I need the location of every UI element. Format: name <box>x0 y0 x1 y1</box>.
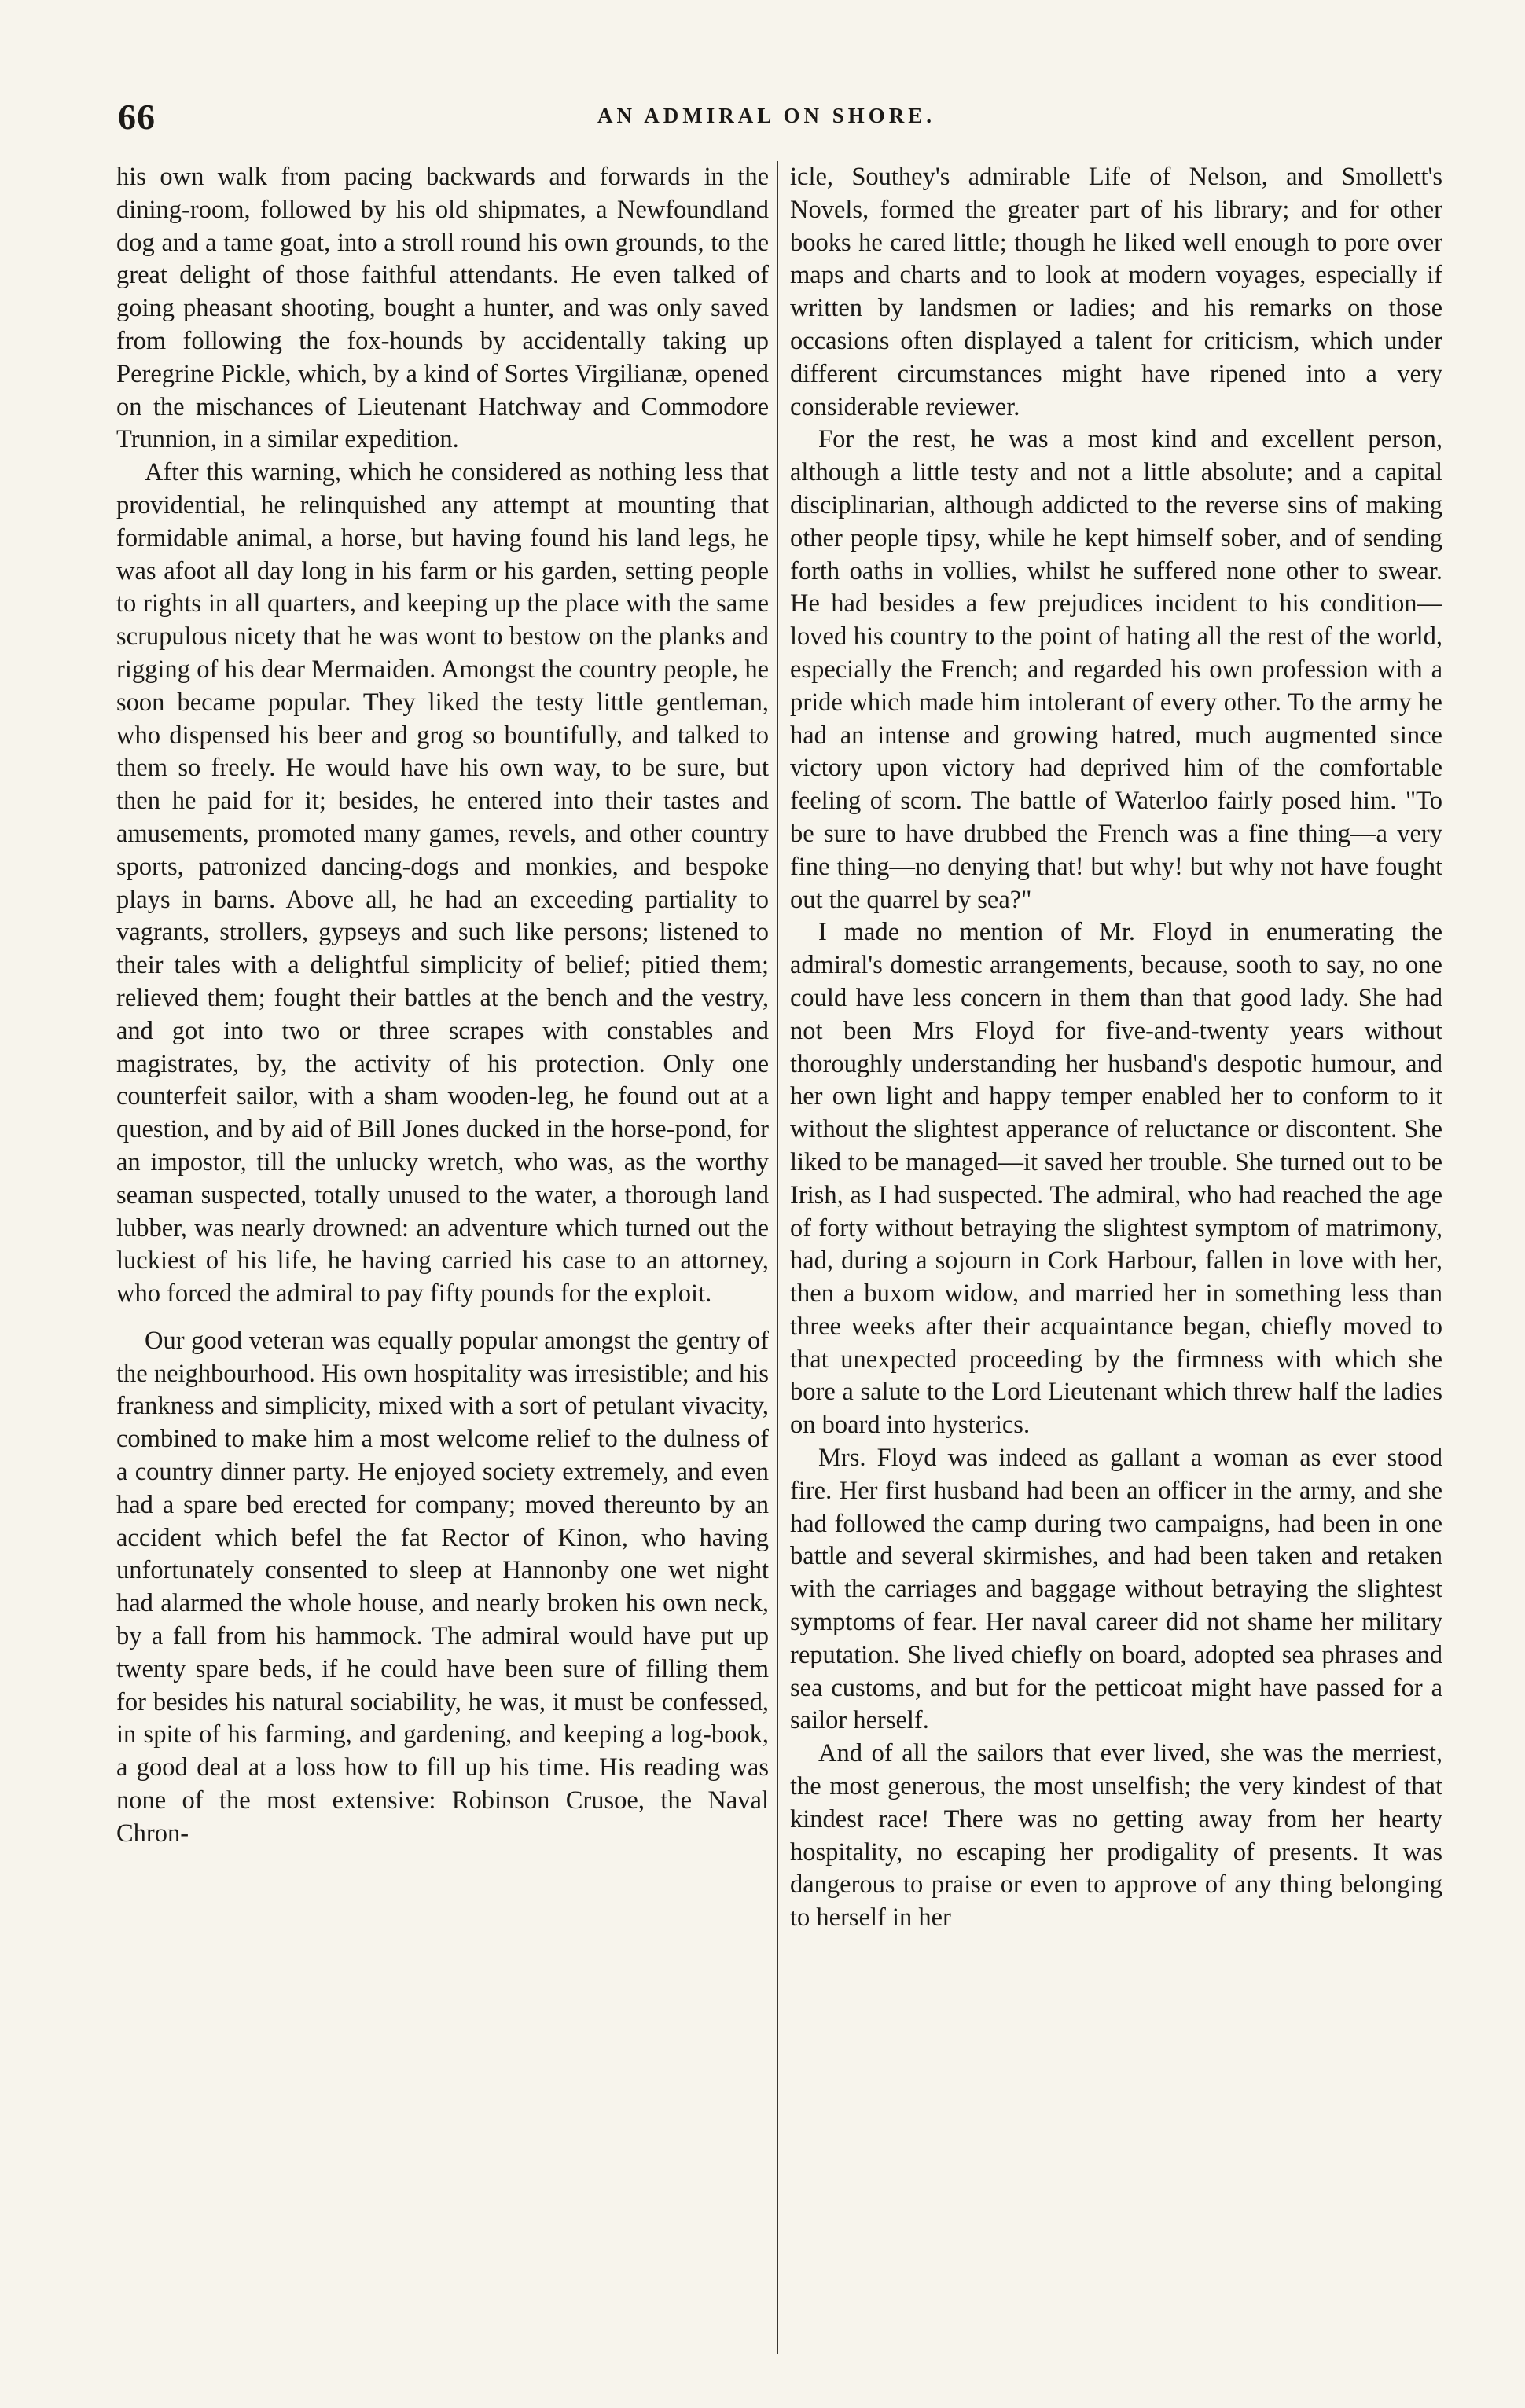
page-header <box>118 96 1415 143</box>
paragraph: his own walk from pacing backwards and forwards in the dining-room, followed by his old shipmates, a Newfoundland dog and a tame goat, into a stroll round his own grounds, to the great delight of those faithful attendants. He even talked of going pheasant shooting, bought a hunter, and was only saved from following the fox-hounds by accidentally taking up Peregrine Pickle, which, by a kind of Sortes Virgilianæ, opened on the mischances of Lieutenant Hatchway and Commodore Trunnion, in a similar expedition. <box>116 163 769 454</box>
paragraph: Mrs. Floyd was indeed as gallant a woman as ever stood fire. Her first husband had been an officer in the army, and she had followed the camp during two campaigns, had been in one battle and several skirmishes, and had been taken and retaken with the carriages and baggage without betraying the slightest symptoms of fear. Her naval career did not shame her military reputation. She lived chiefly on board, adopted sea phrases and sea customs, and but for the petticoat might have passed for a sailor herself. <box>790 1444 1442 1735</box>
column-divider <box>777 161 778 2354</box>
running-title: AN ADMIRAL ON SHORE. <box>597 104 936 127</box>
page-number: 66 <box>118 97 156 137</box>
paragraph: And of all the sailors that ever lived, she was the merriest, the most generous, the most unselfish; the very kindest of that kindest race! There was no getting away from her hearty hospitality, no escaping her prodigality of presents. It was dangerous to praise or even to approve of any thing belonging to herself in her <box>790 1739 1442 1933</box>
left-column <box>116 161 769 2362</box>
paragraph: Our good veteran was equally popular amongst the gentry of the neighbourhood. His own hospitality was irresistible; and his frankness and simplicity, mixed with a sort of petulant vivacity, combined to make him a most welcome relief to the dulness of a country dinner party. He enjoyed society extremely, and even had a spare bed erected for company; moved thereunto by an accident which befel the fat Rector of Kinon, who having unfortunately consented to sleep at Hannonby one wet night had alarmed the whole house, and nearly broken his own neck, by a fall from his hammock. The admiral would have put up twenty spare beds, if he could have been sure of filling them for besides his natural sociability, he was, it must be confessed, in spite of his farming, and gardening, and keeping a log-book, a good deal at a loss how to fill up his time. His reading was none of the most extensive: Robinson Crusoe, the Naval Chron- <box>116 1326 769 1848</box>
paragraph: For the rest, he was a most kind and excellent person, although a little testy and not a little absolute; and a capital disciplinarian, although addicted to the reverse sins of making other people tipsy, while he kept himself sober, and of sending forth oaths in vollies, whilst he suffered none other to swear. He had besides a few prejudices incident to his condition—loved his country to the point of hating all the rest of the world, especially the French; and regarded his own profession with a pride which made him intolerant of every other. To the army he had an intense and growing hatred, much augmented since victory upon victory had deprived him of the comfortable feeling of scorn. The battle of Waterloo fairly posed him. "To be sure to have drubbed the French was a fine thing—a very fine thing—no denying that! but why! but why not have fought out the quarrel by sea?" <box>790 425 1442 914</box>
paragraph: icle, Southey's admirable Life of Nelson, and Smollett's Novels, formed the greater part of his library; and for other books he cared little; though he liked well enough to pore over maps and charts and to look at modern voyages, especially if written by landsmen or ladies; and his remarks on those occasions often displayed a talent for criticism, which under different circumstances might have ripened into a very considerable reviewer. <box>790 163 1442 421</box>
paragraph: After this warning, which he considered as nothing less that providential, he relinquished any attempt at mounting that formidable animal, a horse, but having found his land legs, he was afoot all day long in his farm or his garden, setting people to rights in all quarters, and keeping up the place with the same scrupulous nicety that he was wont to bestow on the planks and rigging of his dear Mermaiden. Amongst the country people, he soon became popular. They liked the testy little gentleman, who dispensed his beer and grog so bountifully, and talked to them so freely. He would have his own way, to be sure, but then he paid for it; besides, he entered into their tastes and amusements, promoted many games, revels, and other country sports, patronized dancing-dogs and monkies, and bespoke plays in barns. Above all, he had an exceeding partiality to vagrants, strollers, gypseys and such like persons; listened to their tales with a delightful simplicity of belief; pitied them; relieved them; fought their battles at the bench and the vestry, and got into two or three scrapes with constables and magistrates, by, the activity of his protection. Only one counterfeit sailor, with a sham wooden-leg, he found out at a question, and by aid of Bill Jones ducked in the horse-pond, for an impostor, till the unlucky wretch, who was, as the worthy seaman suspected, totally unused to the water, a thorough land lubber, was nearly drowned: an adventure which turned out the luckiest of his life, he having carried his case to an attorney, who forced the admiral to pay fifty pounds for the exploit. <box>116 458 769 1309</box>
right-column <box>790 161 1442 2362</box>
paragraph: I made no mention of Mr. Floyd in enumerating the admiral's domestic arrangements, because, sooth to say, no one could have less concern in them than that good lady. She had not been Mrs Floyd for five-and-twenty years without thoroughly understanding her husband's despotic humour, and her own light and happy temper enabled her to conform to it without the slightest apperance of reluctance or discontent. She liked to be managed—it saved her trouble. She turned out to be Irish, as I had suspected. The admiral, who had reached the age of forty without betraying the slightest symptom of matrimony, had, during a sojourn in Cork Harbour, fallen in love with her, then a buxom widow, and married her in something less than three weeks after their acquaintance began, chiefly moved to that unexpected proceeding by the firmness with which she bore a salute to the Lord Lieutenant which threw half the ladies on board into hysterics. <box>790 918 1442 1440</box>
